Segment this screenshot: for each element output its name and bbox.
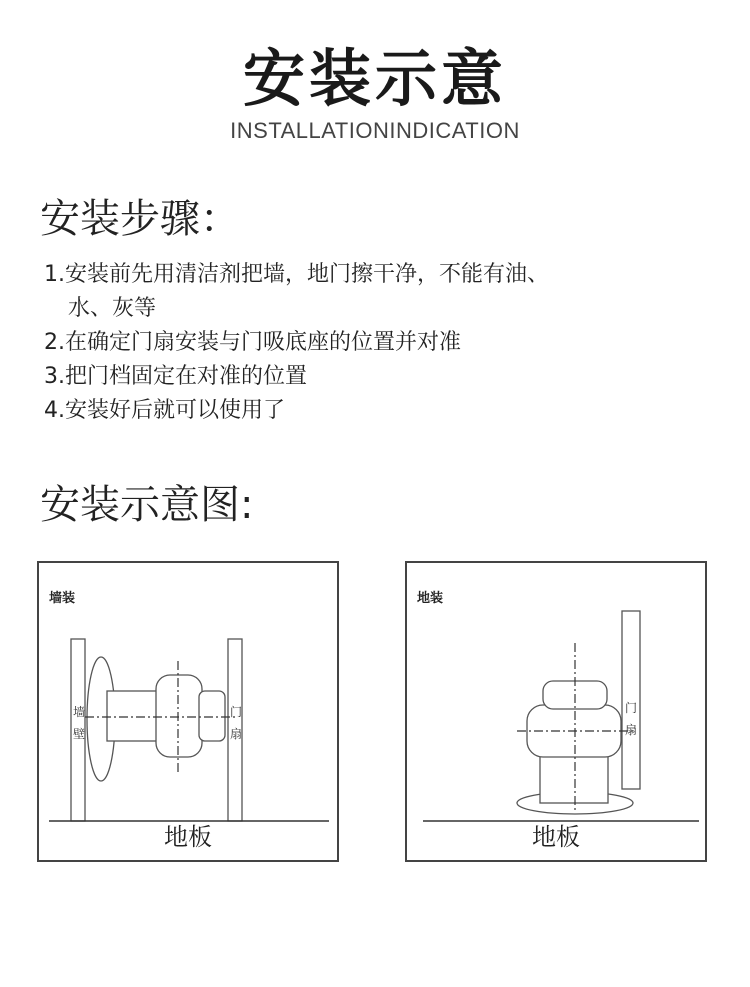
wall-mount-label: 墙装 bbox=[49, 591, 76, 606]
floor-label: 地板 bbox=[532, 823, 580, 851]
page-title: 安装示意 bbox=[242, 42, 507, 115]
door-label-bottom: 扇 bbox=[229, 727, 242, 741]
steps-heading: 安装步骤： bbox=[40, 196, 240, 242]
floor-mount-drawing bbox=[407, 563, 705, 860]
steps-list bbox=[44, 258, 724, 428]
step-1-continued: 水、灰等 bbox=[68, 296, 157, 321]
floor-door-label-bottom: 扇 bbox=[624, 723, 637, 737]
wall-mount-diagram bbox=[37, 561, 339, 862]
floor-door-label-top: 门 bbox=[624, 701, 637, 715]
door-label-top: 门 bbox=[229, 705, 242, 719]
step-2: 2.在确定门扇安装与门吸底座的位置并对准 bbox=[44, 330, 461, 355]
page-subtitle: INSTALLATIONINDICATION bbox=[230, 118, 520, 143]
step-3: 3.把门档固定在对准的位置 bbox=[44, 364, 307, 389]
step-1: 1.安装前先用清洁剂把墙，地门擦干净，不能有油、 bbox=[44, 262, 549, 287]
floor-mount-label: 地装 bbox=[417, 591, 444, 606]
step-4: 4.安装好后就可以使用了 bbox=[44, 398, 285, 423]
floor-label: 地板 bbox=[164, 823, 212, 851]
diagram-heading: 安装示意图: bbox=[40, 482, 254, 528]
wall-label-bottom: 壁 bbox=[72, 727, 85, 741]
floor-mount-diagram bbox=[405, 561, 707, 862]
wall-label-top: 墙 bbox=[72, 705, 85, 719]
